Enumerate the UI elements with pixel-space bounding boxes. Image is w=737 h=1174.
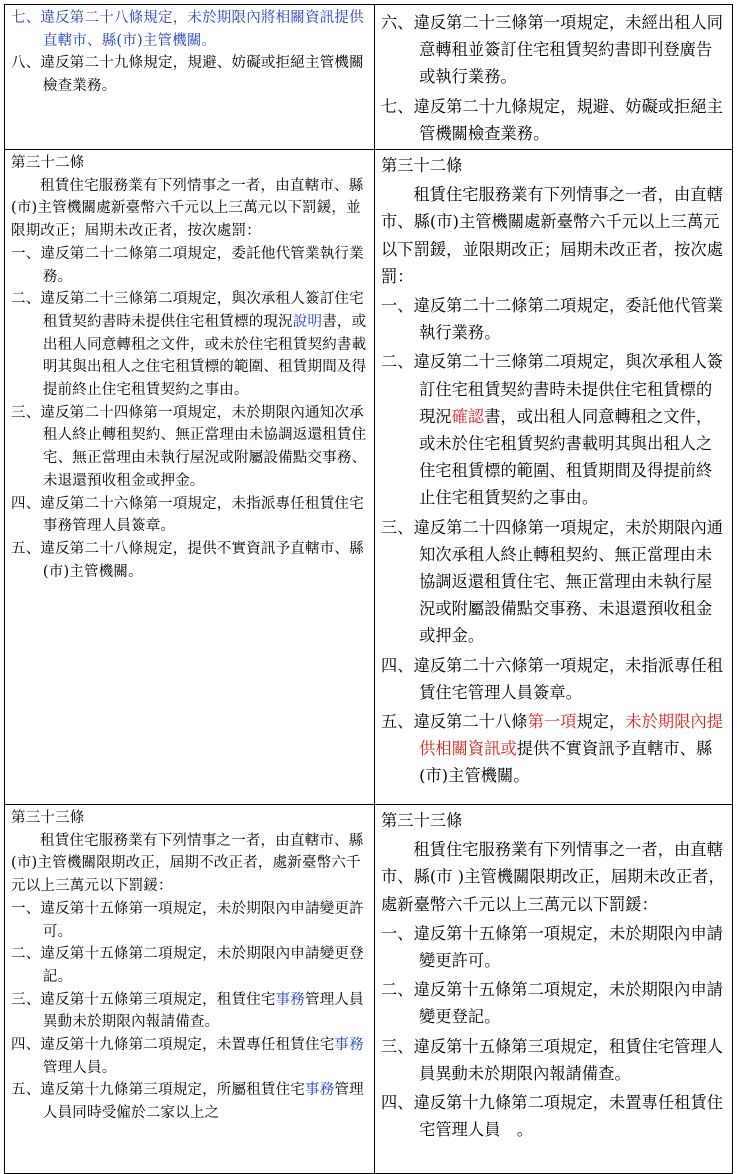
list-item <box>381 292 728 346</box>
item-text: 一、違反第二十二條第二項規定，委託他代管業執行業務。 <box>11 245 364 285</box>
list-item <box>11 493 370 538</box>
item-text: 管理人員異動未於期限內報請備查。 <box>42 991 364 1031</box>
item-text: 四、違反第二十六條第一項規定，未指派專任租賃住宅管理人員簽章。 <box>381 655 724 702</box>
list-item <box>11 943 370 988</box>
item-text: 一、違反第十五條第一項規定，未於期限內申請變更許可。 <box>381 923 724 971</box>
item-list <box>11 898 370 1125</box>
item-text: 四、違反第二十六條第一項規定，未指派專任租賃住宅事務管理人員簽章。 <box>11 495 364 535</box>
list-item <box>11 1079 370 1124</box>
highlighted-text: 事務 <box>334 1037 364 1054</box>
item-text: 三、違反第二十四條第一項規定，未於期限內通知次承租人終止轉租契約、無正當理由未協調返還租賃住宅、無正當理由未執行屋況或附屬設備點交事務、未退還預收租金或押金。 <box>381 517 724 646</box>
highlighted-text: 七、違反第二十八條規定，未於期限內將相關資訊提供直轄市、縣(市)主管機關。 <box>11 10 364 49</box>
item-text: 二、違反第十五條第二項規定，未於期限內申請變更登記。 <box>11 946 364 985</box>
article-lead-paragraph: 租賃住宅服務業有下列情事之一者，由直轄市、縣(市)主管機關處新臺幣六千元以上三萬元以下罰鍰，並限期改正；屆期未改正者，按次處罰： <box>381 185 724 286</box>
item-text: 書，或出租人同意轉租之文件，或未於住宅租賃契約書載明其與出租人之住宅租賃標的範圍、租賃期間及得提前終止住宅租賃契約之事由。 <box>419 406 713 508</box>
list-item <box>11 7 370 52</box>
list-item <box>381 348 728 511</box>
current-text-cell <box>375 5 733 150</box>
list-item <box>381 1033 728 1087</box>
item-text: 五、違反第十九條第三項規定，所屬租賃住宅 <box>11 1082 305 1099</box>
item-text: 四、違反第十九條第二項規定，未置專任租賃住宅管理人員 。 <box>381 1093 724 1140</box>
item-text: 書，或出租人同意轉租之文件，或未於住宅租賃契約書載明其與出租人之住宅租賃標的範圍、租賃期間及得提前終止住宅租賃契約之事由。 <box>42 313 367 399</box>
item-text: 五、違反第二十八條 <box>381 712 528 732</box>
item-text: 二、違反第十五條第二項規定，未於期限內申請變更登記。 <box>381 980 724 1027</box>
article-heading: 第三十二條 <box>381 156 463 176</box>
item-text: 二、違反第二十三條第二項規定，與次承租人簽訂住宅租賃契約書時未提供住宅租賃標的現況 <box>381 352 724 426</box>
item-text: 規定， <box>576 712 626 732</box>
item-list <box>11 243 370 584</box>
item-list <box>381 920 728 1144</box>
list-item <box>381 708 728 790</box>
list-item <box>11 52 370 97</box>
list-item <box>381 9 728 91</box>
item-text: 二、違反第二十三條第二項規定，與次承租人簽訂住宅租賃契約書時未提供住宅租賃標的現況 <box>11 291 364 330</box>
list-item <box>11 243 370 288</box>
item-text: 提供不實資訊予直轄市、縣(市)主管機關。 <box>419 739 713 786</box>
article-heading: 第三十二條 <box>11 155 85 172</box>
item-text: 管理人員。 <box>42 1059 117 1076</box>
list-item <box>11 538 370 583</box>
item-text: 一、違反第二十二條第二項規定，委託他代管業執行業務。 <box>381 296 724 343</box>
list-item <box>11 989 370 1034</box>
list-item <box>381 93 728 147</box>
list-item <box>381 920 728 974</box>
highlighted-text: 未於期限內提供相關資訊或 <box>419 712 724 759</box>
item-text: 六、違反第二十三條第一項規定，未經出租人同意轉租並簽訂住宅租賃契約書即刊登廣告或執行業務。 <box>381 13 724 87</box>
article-heading: 第三十三條 <box>381 811 463 831</box>
highlighted-text: 說明 <box>292 313 323 330</box>
item-list <box>11 7 370 98</box>
comparison-table <box>4 4 733 1174</box>
highlighted-text: 確認 <box>451 406 485 426</box>
amended-text-cell <box>5 150 375 805</box>
item-text: 管理人員同時受僱於二家以上之 <box>42 1082 364 1122</box>
table-row <box>5 5 733 150</box>
current-text-cell <box>375 150 733 805</box>
current-text-cell <box>375 805 733 1174</box>
table-row <box>5 150 733 805</box>
list-item <box>381 1089 728 1143</box>
item-text: 三、違反第二十四條第一項規定，未於期限內通知次承租人終止轉租契約、無正當理由未協調返還租賃住宅、無正當理由未執行屋況或附屬設備點交事務、未退還預收租金或押金。 <box>11 404 367 489</box>
item-text: 七、違反第二十九條規定，規避、妨礙或拒絕主管機關檢查業務。 <box>381 96 724 143</box>
highlighted-text: 事務 <box>305 1082 335 1099</box>
item-list <box>381 292 728 790</box>
list-item <box>11 898 370 943</box>
list-item <box>11 288 370 402</box>
article-lead-paragraph: 租賃住宅服務業有下列情事之一者，由直轄市、縣(市)主管機關處新臺幣六千元以上三萬元以下罰鍰，並限期改正；屆期未改正者，按次處罰： <box>11 177 364 240</box>
amended-text-cell <box>5 805 375 1174</box>
list-item <box>381 652 728 706</box>
list-item <box>11 402 370 493</box>
item-text: 四、違反第十九條第二項規定，未置專任租賃住宅 <box>11 1037 335 1054</box>
article-heading: 第三十三條 <box>11 810 85 827</box>
item-text: 三、違反第十五條第三項規定，租賃住宅管理人員異動未於期限內報請備查。 <box>381 1036 724 1083</box>
item-list <box>381 9 728 147</box>
article-lead-paragraph: 租賃住宅服務業有下列情事之一者，由直轄市、縣(市)主管機關限期改正，屆期不改正者，處新臺幣六千元以上三萬元以下罰鍰： <box>11 832 364 895</box>
item-text: 八、違反第二十九條規定，規避、妨礙或拒絕主管機關檢查業務。 <box>11 55 364 95</box>
article-lead-paragraph: 租賃住宅服務業有下列情事之一者，由直轄市、縣(市 )主管機關限期改正，屆期未改正者，處新臺幣六千元以上三萬元以下罰鍰： <box>381 840 725 914</box>
table-row <box>5 805 733 1174</box>
highlighted-text: 第一項 <box>527 712 577 732</box>
highlighted-text: 事務 <box>275 991 306 1008</box>
amended-text-cell <box>5 5 375 150</box>
list-item <box>381 514 728 650</box>
item-text: 一、違反第十五條第一項規定，未於期限內申請變更許可。 <box>11 900 364 940</box>
item-text: 三、違反第十五條第三項規定，租賃住宅 <box>11 991 276 1008</box>
list-item <box>11 1034 370 1079</box>
list-item <box>381 976 728 1030</box>
item-text: 五、違反第二十八條規定，提供不實資訊予直轄市、縣(市)主管機關。 <box>11 540 364 580</box>
